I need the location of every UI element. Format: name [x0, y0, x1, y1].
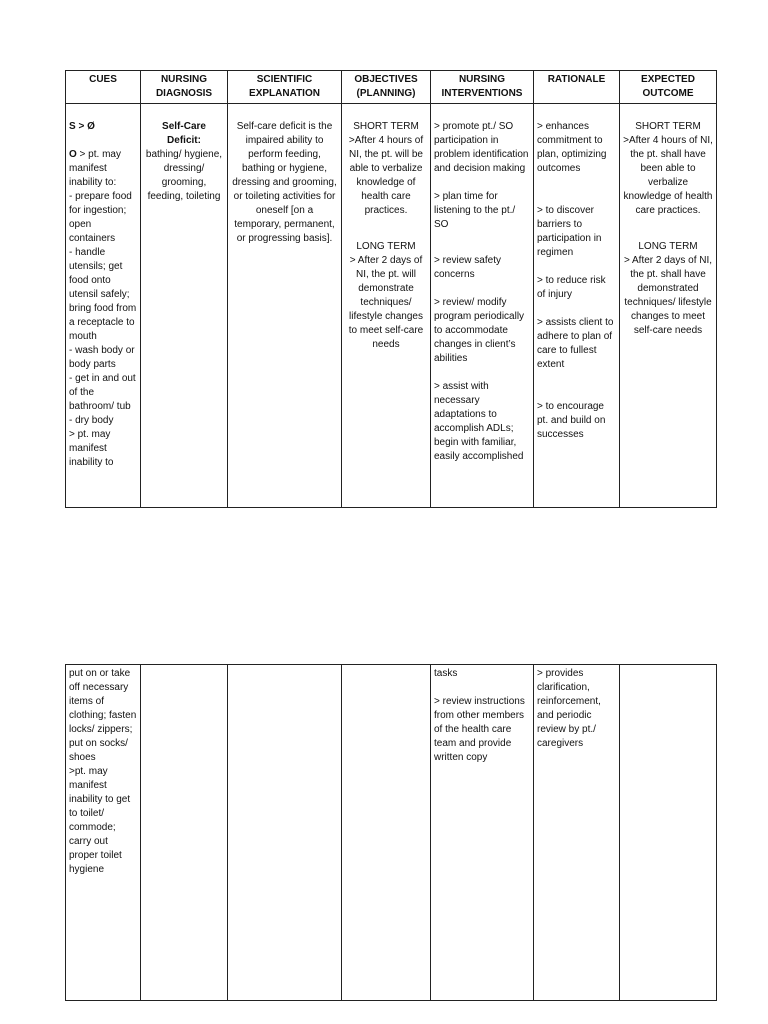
- header-nursing-diagnosis: NURSING DIAGNOSIS: [141, 71, 228, 104]
- cues-cell-continued: put on or take off necessary items of clothing; fasten locks/ zippers; put on socks/ shoes >pt. may manifest inability to get to toilet/ commode; carry out proper toilet hygiene: [66, 665, 141, 1001]
- care-plan-table-page-1: [65, 70, 717, 508]
- rationale-item: > to discover barriers to participation in regimen: [537, 205, 602, 258]
- header-row: [66, 71, 717, 104]
- cues-cell: [66, 104, 141, 508]
- rationale-item: > provides clarification, reinforcement, and periodic review by pt./ caregivers: [537, 668, 601, 749]
- diagnosis-title: Self-Care Deficit:: [162, 121, 206, 146]
- objectives-long-title: LONG TERM: [356, 241, 416, 252]
- objectives-short-text: >After 4 hours of NI, the pt. will be able to verbalize knowledge of health care practices.: [348, 135, 424, 216]
- header-cues: CUES: [66, 71, 141, 104]
- outcome-cell-continued: [620, 665, 717, 1001]
- outcome-long-text: > After 2 days of NI, the pt. shall have demonstrated techniques/ lifestyle changes to meet self-care needs: [623, 255, 713, 336]
- diagnosis-cell: [141, 104, 228, 508]
- objective-cues-text: > pt. may manifest inability to: - prepare food for ingestion; open containers - handle utensils; get food onto utensil safely; bring food from a receptacle to mouth - wash body or body parts - get in and out of the bathroom/ tub - dry body > pt. may manifest inability to: [69, 149, 137, 468]
- outcome-short-title: SHORT TERM: [635, 121, 701, 132]
- intervention-item: > promote pt./ SO participation in problem identification and decision making: [434, 121, 529, 174]
- header-scientific-explanation: SCIENTIFIC EXPLANATION: [228, 71, 342, 104]
- diagnosis-cell-continued: [141, 665, 228, 1001]
- subjective-cues: S > Ø: [69, 121, 95, 132]
- outcome-cell: [620, 104, 717, 508]
- intervention-item: > plan time for listening to the pt./ SO: [434, 191, 516, 230]
- objectives-long-text: > After 2 days of NI, the pt. will demonstrate techniques/ lifestyle changes to meet self-care needs: [348, 255, 424, 350]
- intervention-item: > review safety concerns: [434, 255, 501, 280]
- intervention-item: > review instructions from other members of the health care team and provide written copy: [434, 696, 525, 763]
- outcome-short-text: >After 4 hours of NI, the pt. shall have been able to verbalize knowledge of health care practices.: [623, 135, 713, 216]
- interventions-cell-continued: [431, 665, 534, 1001]
- body-row: [66, 104, 717, 508]
- intervention-item: > assist with necessary adaptations to accomplish ADLs; begin with familiar, easily accomplished: [434, 381, 524, 462]
- objectives-cell: [342, 104, 431, 508]
- explanation-cell: [228, 104, 342, 508]
- rationale-item: > enhances commitment to plan, optimizing outcomes: [537, 121, 607, 174]
- intervention-item: > review/ modify program periodically to accommodate changes in client’s abilities: [434, 297, 525, 364]
- interventions-cell: [431, 104, 534, 508]
- rationale-item: > to encourage pt. and build on successes: [537, 401, 606, 440]
- body-row: [66, 665, 717, 1001]
- explanation-cell-continued: [228, 665, 342, 1001]
- rationale-cell: [534, 104, 620, 508]
- header-rationale: RATIONALE: [534, 71, 620, 104]
- diagnosis-text: bathing/ hygiene, dressing/ grooming, feeding, toileting: [145, 149, 223, 202]
- outcome-long-title: LONG TERM: [638, 241, 698, 252]
- rationale-item: > assists client to adhere to plan of care to fullest extent: [537, 317, 614, 370]
- objectives-cell-continued: [342, 665, 431, 1001]
- header-objectives: OBJECTIVES (PLANNING): [342, 71, 431, 104]
- intervention-item: tasks: [434, 668, 458, 679]
- rationale-cell-continued: [534, 665, 620, 1001]
- explanation-text: Self-care deficit is the impaired ability to perform feeding, bathing or hygiene, dressing and grooming, or toileting activities for oneself [on a temporary, permanent, or progressing basis].: [232, 121, 337, 244]
- objective-cues: [69, 148, 137, 470]
- header-expected-outcome: EXPECTED OUTCOME: [620, 71, 717, 104]
- care-plan-table-page-2: [65, 664, 717, 1001]
- objectives-short-title: SHORT TERM: [353, 121, 419, 132]
- header-nursing-interventions: NURSING INTERVENTIONS: [431, 71, 534, 104]
- rationale-item: > to reduce risk of injury: [537, 275, 606, 300]
- objective-label: O: [69, 149, 77, 160]
